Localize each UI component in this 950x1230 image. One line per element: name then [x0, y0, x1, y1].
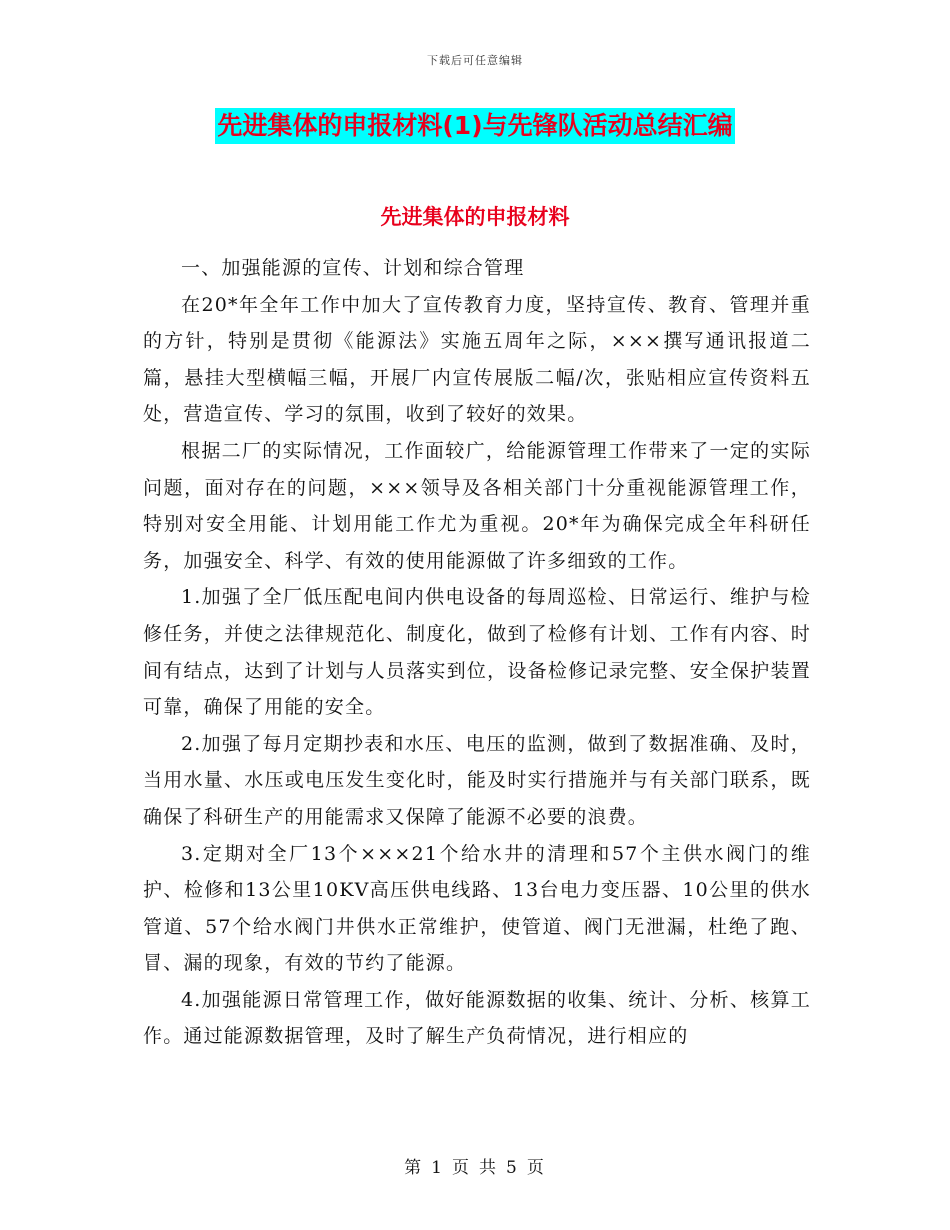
footer-page-number: 1 [431, 1158, 444, 1178]
footer-total-word: 共 [479, 1158, 498, 1178]
document-body [143, 250, 811, 1055]
paragraph: 根据二厂的实际情况，工作面较广，给能源管理工作带来了一定的实际问题，面对存在的问题，×××领导及各相关部门十分重视能源管理工作，特别对安全用能、计划用能工作尤为重视。20*年为确保完成全年科研任务，加强安全、科学、有效的使用能源做了许多细致的工作。 [143, 439, 811, 572]
footer-page-word: 页 [452, 1158, 471, 1178]
footer-prefix: 第 [404, 1158, 424, 1178]
section-title: 先进集体的申报材料 [380, 205, 570, 229]
paragraph: 4.加强能源日常管理工作，做好能源数据的收集、统计、分析、核算工作。通过能源数据管理，及时了解生产负荷情况，进行相应的 [143, 988, 811, 1048]
paragraph: 在20*年全年工作中加大了宣传教育力度，坚持宣传、教育、管理并重的方针，特别是贯彻《能源法》实施五周年之际，×××撰写通讯报道二篇，悬挂大型横幅三幅，开展厂内宣传展版二幅/次，张贴相应宣传资料五处，营造宣传、学习的氛围，收到了较好的效果。 [143, 293, 811, 426]
main-title: 先进集体的申报材料(1)与先锋队活动总结汇编 [215, 108, 734, 144]
paragraph: 1.加强了全厂低压配电间内供电设备的每周巡检、日常运行、维护与检修任务，并使之法律规范化、制度化，做到了检修有计划、工作有内容、时间有结点，达到了计划与人员落实到位，设备检修记录完整、安全保护装置可靠，确保了用能的安全。 [143, 586, 811, 719]
main-title-container [0, 108, 950, 144]
paragraph: 2.加强了每月定期抄表和水压、电压的监测，做到了数据准确、及时，当用水量、水压或电压发生变化时，能及时实行措施并与有关部门联系，既确保了科研生产的用能需求又保障了能源不必要的浪费。 [143, 732, 811, 828]
paragraph-heading: 一、加强能源的宣传、计划和综合管理 [181, 257, 525, 279]
paragraph: 3.定期对全厂13个×××21个给水井的清理和57个主供水阀门的维护、检修和13公里10KV高压供电线路、13台电力变压器、10公里的供水管道、57个给水阀门井供水正常维护，使管道、阀门无泄漏，杜绝了跑、冒、漏的现象，有效的节约了能源。 [143, 842, 811, 975]
header-note: 下载后可任意编辑 [427, 54, 523, 67]
footer-total-pages: 5 [506, 1158, 519, 1178]
footer-suffix: 页 [526, 1158, 546, 1178]
page-footer [0, 1153, 950, 1178]
